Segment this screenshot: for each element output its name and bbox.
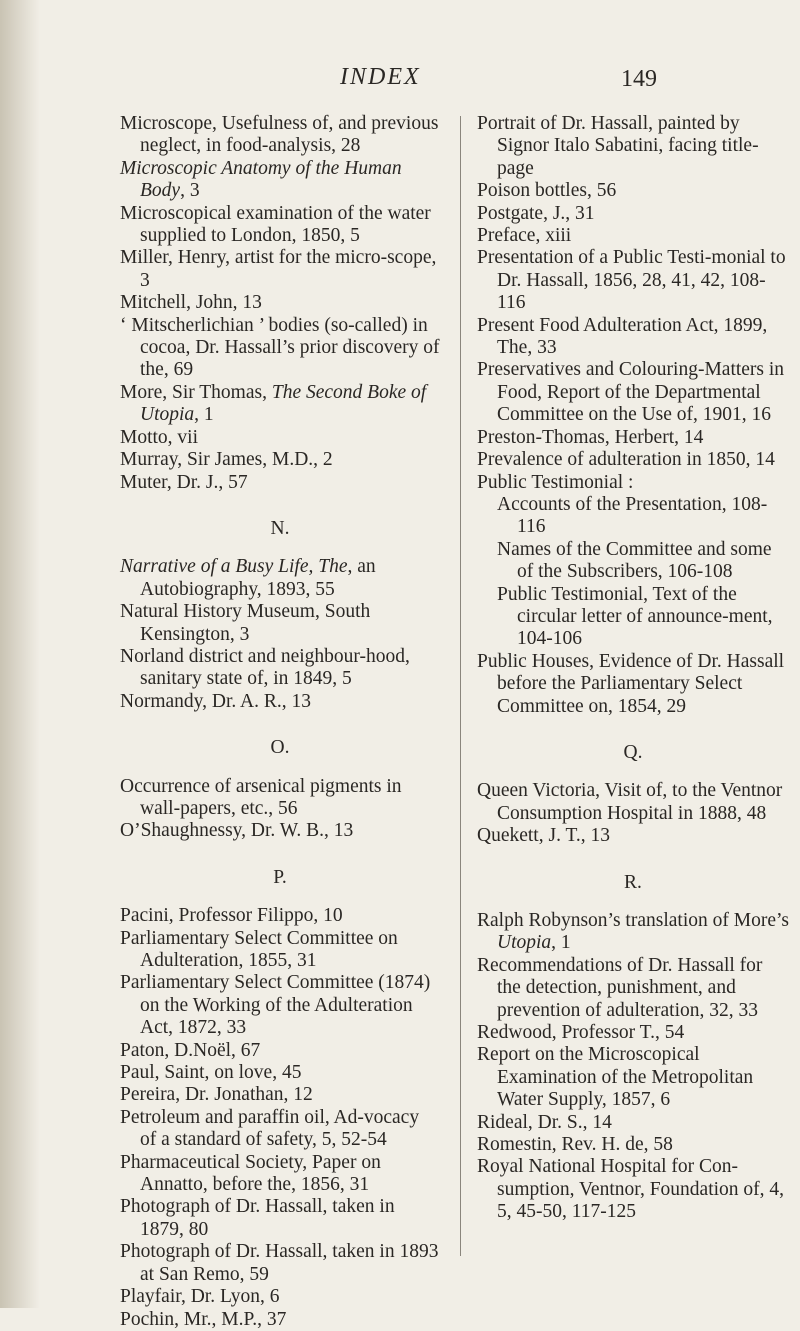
entry-text: Paton, D.Noël, 67 [120, 1039, 261, 1061]
entry-text: Quekett, J. T., 13 [477, 825, 611, 847]
entry-text: Recommendations of Dr. Hassall for the detection, punishment, and prevention of adulteration, 32, 33 [477, 954, 763, 1021]
entry-text: Narrative of a Busy Life, The [120, 556, 348, 578]
index-entry [477, 225, 789, 247]
index-entry [477, 203, 789, 225]
entry-text: R. [624, 871, 642, 893]
entry-text: Pharmaceutical Society, Paper on Annatto, before the, 1856, 31 [120, 1151, 381, 1196]
entry-text: Muter, Dr. J., 57 [120, 471, 248, 493]
index-entry [120, 1062, 440, 1084]
index-entry [120, 1309, 440, 1331]
entry-text: Normandy, Dr. A. R., 13 [120, 690, 312, 712]
index-entry [477, 1134, 789, 1156]
index-entry [477, 1044, 789, 1111]
entry-text: Presentation of a Public Testi-monial to Dr. Hassall, 1856, 28, 41, 42, 108-116 [477, 247, 786, 314]
index-entry [477, 825, 789, 847]
entry-text: Royal National Hospital for Con-sumption, Ventnor, Foundation of, 4, 5, 45-50, 117-125 [477, 1156, 785, 1223]
entry-text: Names of the Committee and some of the Subscribers, 106-108 [497, 538, 772, 583]
index-entry [120, 1286, 440, 1308]
index-entry [120, 1241, 440, 1286]
entry-text: Romestin, Rev. H. de, 58 [477, 1134, 673, 1156]
entry-text: Queen Victoria, Visit of, to the Ventnor Consumption Hospital in 1888, 48 [477, 780, 783, 824]
entry-text: Public Testimonial, Text of the circular letter of announce-ment, 104-106 [497, 583, 773, 650]
index-entry [477, 180, 789, 202]
index-entry [477, 315, 789, 360]
entry-text: Microscopic Anatomy of the Human Body [120, 157, 402, 202]
entry-text: Photograph of Dr. Hassall, taken in 1893 at San Remo, 59 [120, 1241, 439, 1285]
index-entry [120, 113, 440, 158]
entry-text: Microscope, Usefulness of, and previous neglect, in food-analysis, 28 [120, 113, 439, 157]
index-entry [477, 427, 789, 449]
entry-text: Preface, xiii [477, 225, 572, 247]
entry-text: Redwood, Professor T., 54 [477, 1022, 685, 1044]
entry-text: Rideal, Dr. S., 14 [477, 1111, 612, 1133]
entry-text: Ralph Robynson’s translation of More’s [477, 910, 789, 931]
index-entry [477, 1112, 789, 1134]
index-entry [120, 247, 440, 292]
entry-text: Occurrence of arsenical pigments in wall-papers, etc., 56 [120, 775, 402, 819]
entry-text: Motto, vii [120, 426, 199, 448]
entry-text: Pochin, Mr., M.P., 37 [120, 1308, 287, 1330]
index-entry [120, 472, 440, 494]
entry-text: Miller, Henry, artist for the micro-scope, 3 [120, 247, 437, 291]
index-column-left [120, 113, 440, 1331]
entry-text: Portrait of Dr. Hassall, painted by Signor Italo Sabatini, facing title-page [477, 113, 759, 179]
index-entry [120, 928, 440, 973]
index-entry [120, 1152, 440, 1197]
index-entry [477, 780, 789, 825]
entry-text: Preservatives and Colouring-Matters in Food, Report of the Departmental Committee on the Use of, 1901, 16 [477, 359, 785, 426]
index-entry [120, 646, 440, 691]
index-subentry [477, 494, 789, 539]
index-entry [120, 1084, 440, 1106]
entry-text: O’Shaughnessy, Dr. W. B., 13 [120, 820, 354, 842]
entry-text: , an Autobiography, 1893, 55 [140, 556, 376, 600]
index-entry [120, 158, 440, 203]
index-entry [477, 910, 789, 955]
index-entry [120, 601, 440, 646]
index-entry [477, 359, 789, 426]
index-subentry [477, 539, 789, 584]
index-entry [120, 1196, 440, 1241]
index-entry [477, 1022, 789, 1044]
index-entry [120, 315, 440, 382]
entry-text: Pacini, Professor Filippo, 10 [120, 905, 343, 927]
entry-text: Petroleum and paraffin oil, Ad-vocacy of a standard of safety, 5, 52-54 [120, 1106, 420, 1151]
index-entry [120, 427, 440, 449]
index-entry [120, 776, 440, 821]
page-header [0, 64, 800, 104]
entry-text: Public Testimonial : [477, 471, 634, 493]
index-entry [120, 1107, 440, 1152]
page-edge-shadow [0, 0, 40, 1308]
index-entry [120, 449, 440, 471]
page-number: 149 [621, 66, 657, 92]
index-entry [477, 247, 789, 314]
entry-text: P. [273, 866, 287, 888]
entry-text: Present Food Adulteration Act, 1899, The, 33 [477, 314, 768, 359]
index-entry [120, 203, 440, 248]
index-entry [477, 472, 789, 494]
entry-text: Parliamentary Select Committee on Adulteration, 1855, 31 [120, 927, 398, 971]
entry-text: Q. [623, 741, 643, 763]
entry-text: Prevalence of adulteration in 1850, 14 [477, 449, 775, 471]
entry-text: Preston-Thomas, Herbert, 14 [477, 426, 704, 448]
entry-text: , 1 [551, 932, 571, 954]
entry-text: Murray, Sir James, M.D., 2 [120, 449, 333, 471]
index-entry [120, 905, 440, 927]
entry-text: Mitchell, John, 13 [120, 292, 262, 314]
index-entry [120, 691, 440, 713]
index-entry [477, 113, 789, 180]
entry-text: Utopia [497, 932, 552, 954]
index-entry [477, 955, 789, 1022]
entry-text: Natural History Museum, South Kensington, 3 [120, 601, 371, 645]
entry-text: Public Houses, Evidence of Dr. Hassall before the Parliamentary Select Committee on, 1854, 29 [477, 650, 785, 717]
entry-text: More, Sir Thomas, [120, 381, 272, 403]
index-entry [120, 820, 440, 842]
entry-text: Photograph of Dr. Hassall, taken in 1879, 80 [120, 1196, 395, 1240]
entry-text: Norland district and neighbour-hood, sanitary state of, in 1849, 5 [120, 645, 410, 690]
index-entry [120, 556, 440, 601]
entry-text: Report on the Microscopical Examination of the Metropolitan Water Supply, 1857, 6 [477, 1044, 754, 1111]
index-entry [120, 382, 440, 427]
entry-text: Accounts of the Presentation, 108-116 [497, 493, 768, 538]
entry-text: Microscopical examination of the water supplied to London, 1850, 5 [120, 202, 431, 247]
section-letter [120, 737, 440, 759]
entry-text: ‘ Mitscherlichian ’ bodies (so-called) in cocoa, Dr. Hassall’s prior discovery of the, 69 [120, 314, 440, 381]
entry-text: Pereira, Dr. Jonathan, 12 [120, 1084, 313, 1106]
entry-text: Paul, Saint, on love, 45 [120, 1062, 302, 1084]
index-column-right [477, 113, 789, 1224]
section-letter [120, 518, 440, 540]
running-title: INDEX [340, 64, 421, 90]
index-entry [477, 651, 789, 718]
entry-text: Postgate, J., 31 [477, 202, 595, 224]
section-letter [120, 867, 440, 889]
entry-text: , 1 [194, 404, 214, 426]
index-subentry [477, 584, 789, 651]
entry-text: Poison bottles, 56 [477, 180, 617, 202]
index-entry [120, 1040, 440, 1062]
entry-text: Playfair, Dr. Lyon, 6 [120, 1286, 280, 1308]
section-letter [477, 742, 789, 764]
entry-text: Parliamentary Select Committee (1874) on the Working of the Adulteration Act, 1872, 33 [120, 972, 431, 1039]
index-entry [120, 972, 440, 1039]
section-letter [477, 872, 789, 894]
column-divider [460, 116, 461, 1256]
entry-text: N. [270, 517, 290, 539]
index-entry [477, 1156, 789, 1223]
index-entry [120, 292, 440, 314]
entry-text: , 3 [180, 180, 200, 202]
index-entry [477, 449, 789, 471]
entry-text: O. [270, 737, 290, 759]
entry-text: The Second Boke of Utopia [140, 381, 427, 426]
